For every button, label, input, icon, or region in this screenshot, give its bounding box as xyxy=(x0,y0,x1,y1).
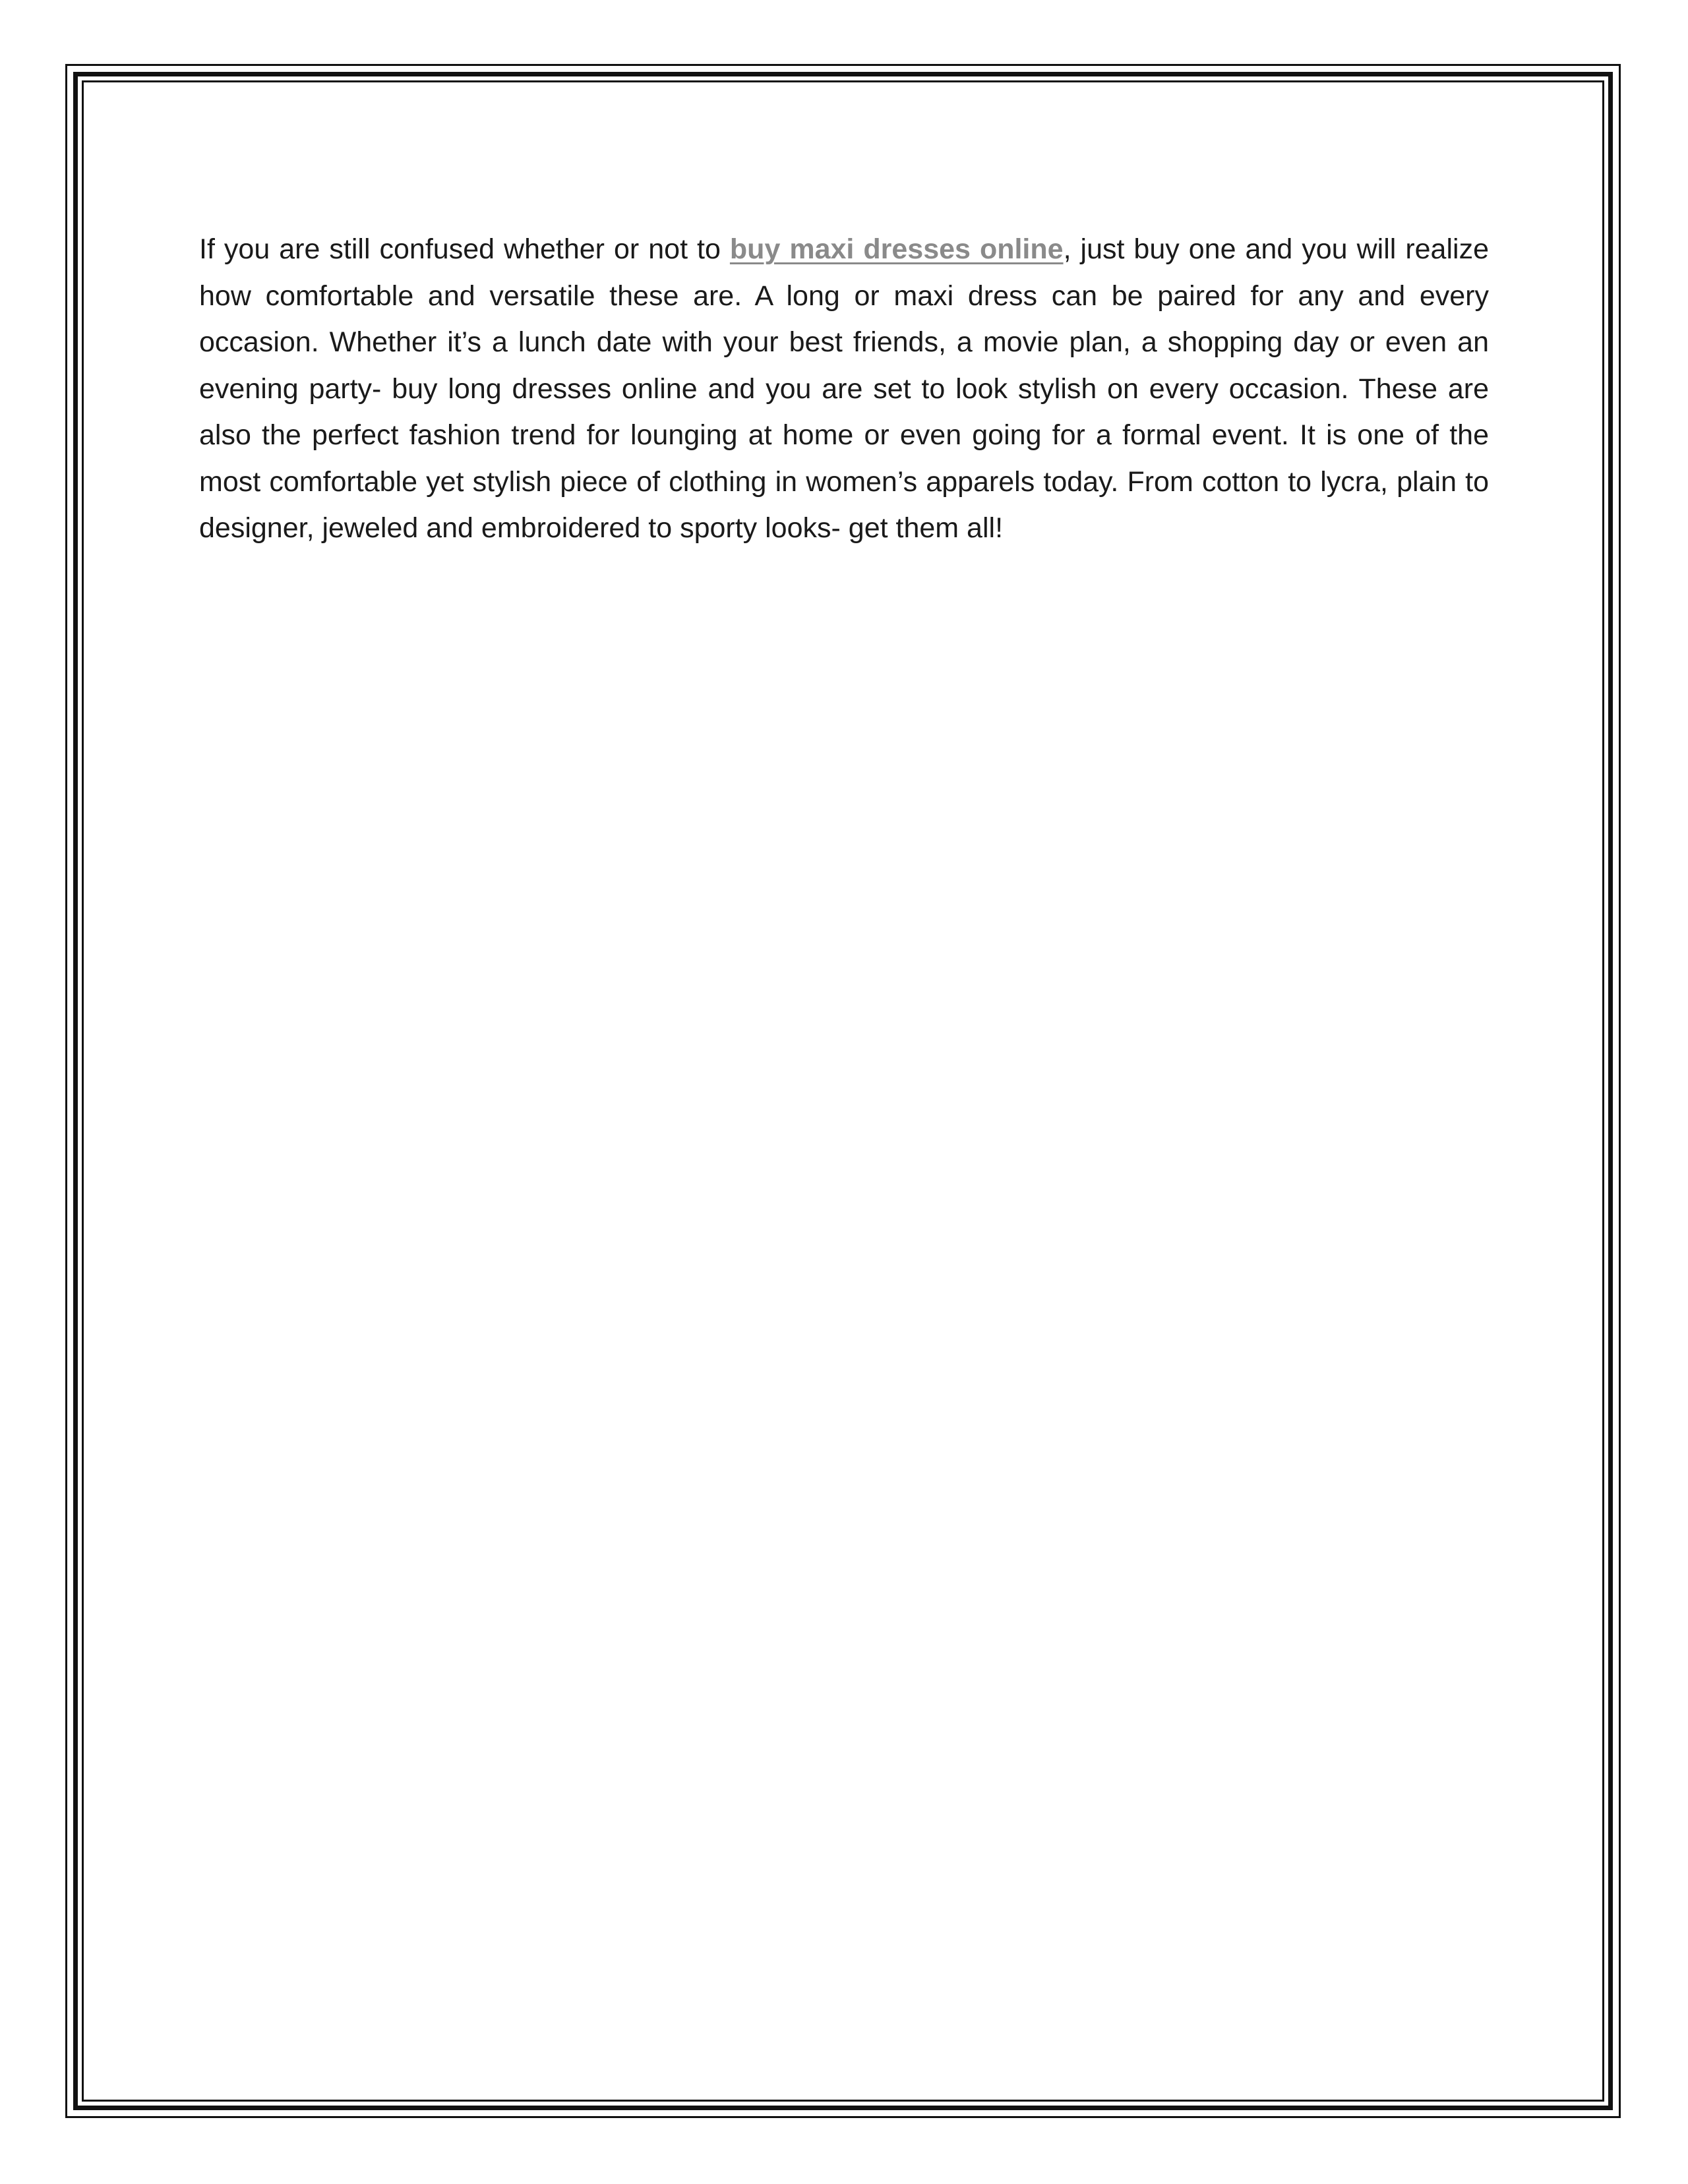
body-paragraph xyxy=(199,226,1489,552)
paragraph-text-after-link: , just buy one and you will realize how comfortable and versatile these are. A long or maxi dress can be paired for any and every occasion. Whether it’s a lunch date with your best friends, a movie plan, a shopping day or even an evening party- buy long dresses online and you are set to look stylish on every occasion. These are also the perfect fashion trend for lounging at home or even going for a formal event. It is one of the most comfortable yet stylish piece of clothing in women’s apparels today. From cotton to lycra, plain to designer, jeweled and embroidered to sporty looks- get them all! xyxy=(199,233,1489,544)
paragraph-text-before-link: If you are still confused whether or not to xyxy=(199,233,730,265)
maxi-dresses-link[interactable]: buy maxi dresses online xyxy=(729,233,1064,265)
